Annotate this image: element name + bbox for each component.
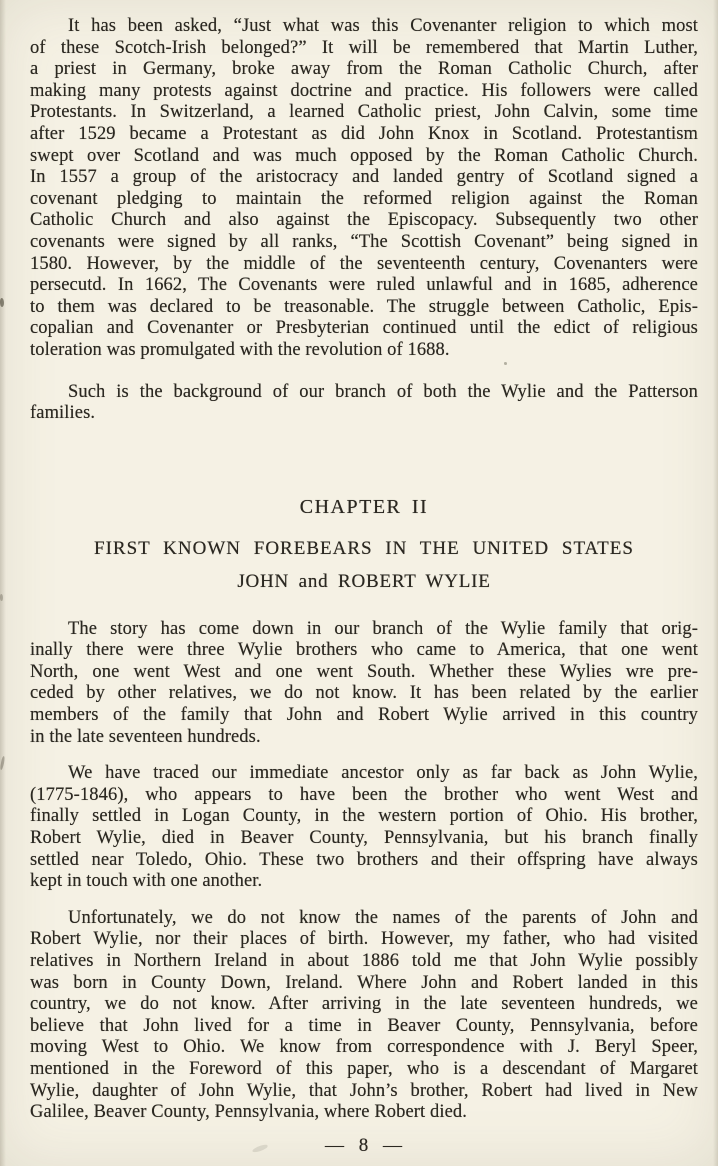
- text-line: North, one went West and one went South. Whether these Wylies wre pre-: [30, 661, 698, 682]
- chapter-body-section: [30, 619, 698, 1124]
- text-line: Robert Wylie, died in Beaver County, Pennsylvania, but his branch finally: [30, 828, 698, 849]
- text-line: Such is the background of our branch of both the Wylie and the Patterson: [68, 381, 698, 402]
- scan-artifact: [0, 594, 3, 601]
- text-line: settled near Toledo, Ohio. These two brothers and their offspring have always: [30, 849, 698, 870]
- text-line: finally settled in Logan County, in the western portion of Ohio. His brother,: [30, 806, 698, 827]
- text-line: Catholic Church and also against the Episcopacy. Subsequently two other: [30, 210, 698, 231]
- text-line: believe that John lived for a time in Beaver County, Pennsylvania, before: [30, 1015, 698, 1036]
- text-line: country, we do not know. After arriving in the late seventeen hundreds, we: [30, 994, 698, 1015]
- page-number: — 8 —: [325, 1134, 403, 1156]
- text-line: relatives in Northern Ireland in about 1886 told me that John Wylie possibly: [30, 951, 698, 971]
- text-line: 1580. However, by the middle of the seventeenth century, Covenanters were: [30, 253, 698, 274]
- scan-artifact: [504, 362, 507, 365]
- text-line: It has been asked, “Just what was this Covenanter religion to which most: [68, 16, 698, 36]
- text-line: Unfortunately, we do not know the names of the parents of John and: [68, 907, 698, 928]
- text-line: Galilee, Beaver County, Pennsylvania, where Robert died.: [30, 1102, 467, 1123]
- paragraph: [30, 908, 698, 1124]
- text-line: copalian and Covenanter or Presbyterian continued until the edict of religious: [30, 318, 698, 339]
- text-line: was born in County Down, Ireland. Where John and Robert landed in this: [30, 972, 698, 993]
- section-title: FIRST KNOWN FOREBEARS IN THE UNITED STATES: [94, 537, 634, 559]
- text-line: kept in touch with one another.: [30, 871, 263, 892]
- text-line: to them was declared to be treasonable. The struggle between Catholic, Epis-: [30, 296, 698, 317]
- text-line: toleration was promulgated with the revolution of 1688.: [30, 339, 450, 360]
- scan-artifact: [0, 298, 4, 307]
- text-line: Wylie, daughter of John Wylie, that John’s brother, Robert had lived in New: [30, 1080, 698, 1101]
- text-line: (1775-1846), who appears to have been the brother who went West and: [30, 784, 698, 805]
- text-line: a priest in Germany, broke away from the Roman Catholic Church, after: [30, 59, 698, 80]
- intro-section: [30, 16, 698, 425]
- text-line: inally there were three Wylie brothers who came to America, that one went: [30, 640, 698, 661]
- text-line: making many protests against doctrine and practice. His followers were called: [30, 80, 698, 101]
- scan-artifact: [0, 756, 5, 770]
- text-line: ceded by other relatives, we do not know. It has been related by the earlier: [30, 683, 698, 704]
- text-line: of these Scotch-Irish belonged?” It will be remembered that Martin Luther,: [30, 37, 698, 58]
- scan-edge-shadow-left: [0, 0, 6, 1166]
- text-line: families.: [30, 403, 96, 424]
- chapter-heading: CHAPTER II: [299, 495, 429, 518]
- text-line: in the late seventeen hundreds.: [30, 726, 261, 747]
- text-line: persecutd. In 1662, The Covenants were ruled unlawful and in 1685, adherence: [30, 275, 698, 296]
- paragraph: [30, 382, 698, 425]
- text-line: mentioned in the Foreword of this paper, who is a descendant of Margaret: [30, 1058, 698, 1079]
- paragraph: [30, 16, 698, 362]
- paragraph: [30, 619, 698, 749]
- text-line: members of the family that John and Robert Wylie arrived in this country: [30, 705, 698, 726]
- text-line: swept over Scotland and was much opposed by the Roman Catholic Church.: [30, 145, 698, 166]
- text-line: after 1529 became a Protestant as did John Knox in Scotland. Protestantism: [30, 123, 698, 144]
- text-line: Robert Wylie, nor their places of birth. However, my father, who had visited: [30, 929, 698, 950]
- text-line: The story has come down in our branch of the Wylie family that orig-: [68, 618, 698, 639]
- paragraph: [30, 763, 698, 893]
- text-line: We have traced our immediate ancestor only as far back as John Wylie,: [68, 763, 698, 784]
- text-line: covenant pledging to maintain the reformed religion against the Roman: [30, 188, 698, 209]
- text-line: In 1557 a group of the aristocracy and landed gentry of Scotland signed a: [30, 167, 698, 188]
- section-subtitle: JOHN and ROBERT WYLIE: [237, 570, 491, 592]
- text-line: moving West to Ohio. We know from correspondence with J. Beryl Speer,: [30, 1037, 698, 1058]
- text-line: Protestants. In Switzerland, a learned Catholic priest, John Calvin, some time: [30, 102, 698, 123]
- text-line: covenants were signed by all ranks, “The Scottish Covenant” being signed in: [30, 231, 698, 252]
- scan-edge-shadow-right: [713, 0, 718, 1166]
